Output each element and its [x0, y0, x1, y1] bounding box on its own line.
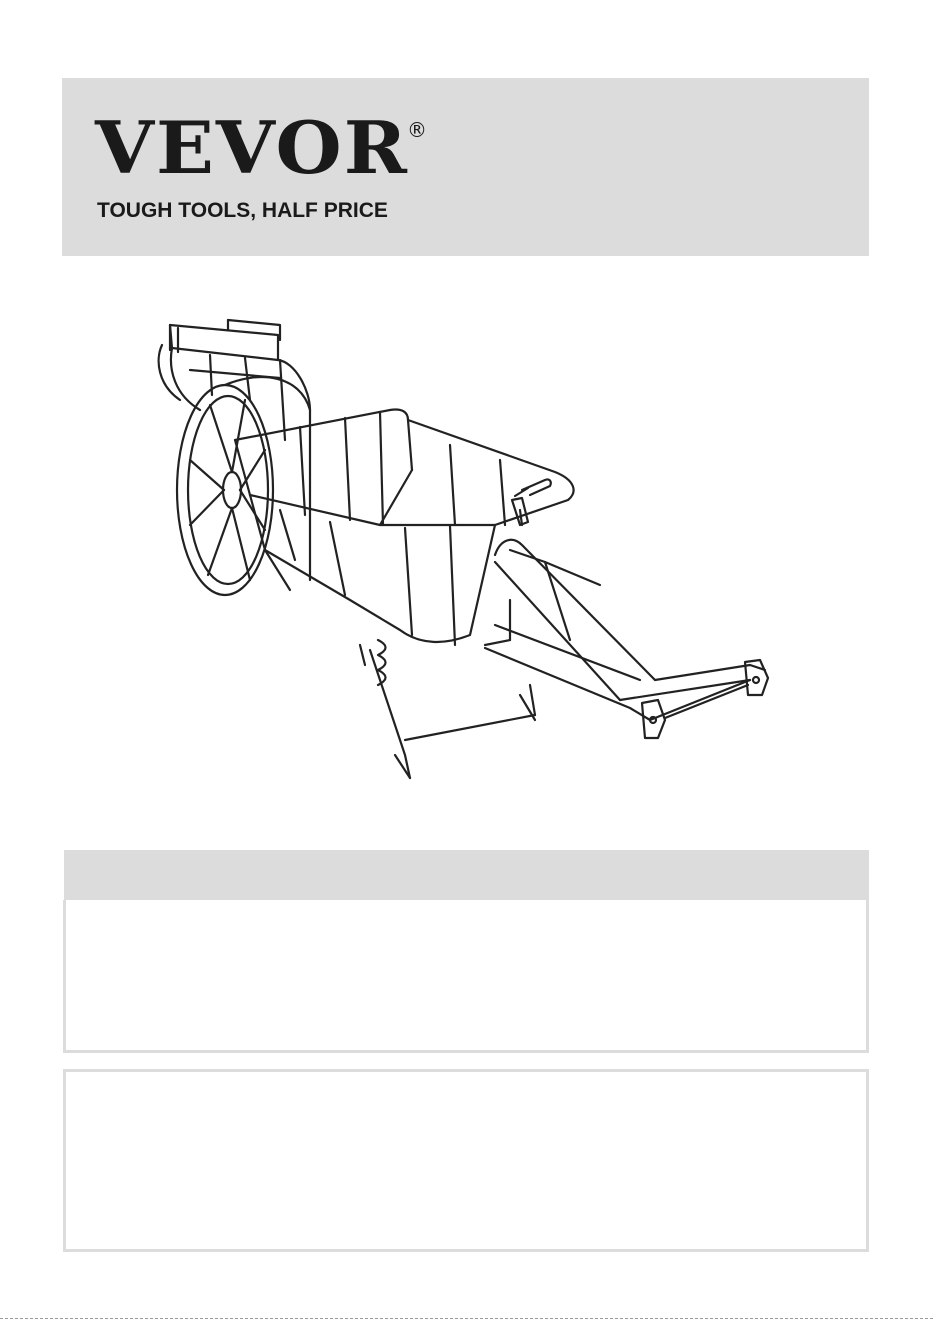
brand-tagline: TOUGH TOOLS, HALF PRICE [97, 199, 388, 222]
section-header-bar [64, 850, 869, 901]
trailer-illustration-icon [150, 300, 790, 790]
info-box-bottom [63, 1069, 869, 1252]
info-box-top [63, 900, 869, 1053]
registered-mark: ® [407, 118, 427, 142]
page-edge-divider [0, 1318, 933, 1319]
rear-rack-icon [159, 320, 310, 440]
wheel-icon [177, 377, 310, 595]
brand-logo: VEVOR [95, 105, 409, 190]
